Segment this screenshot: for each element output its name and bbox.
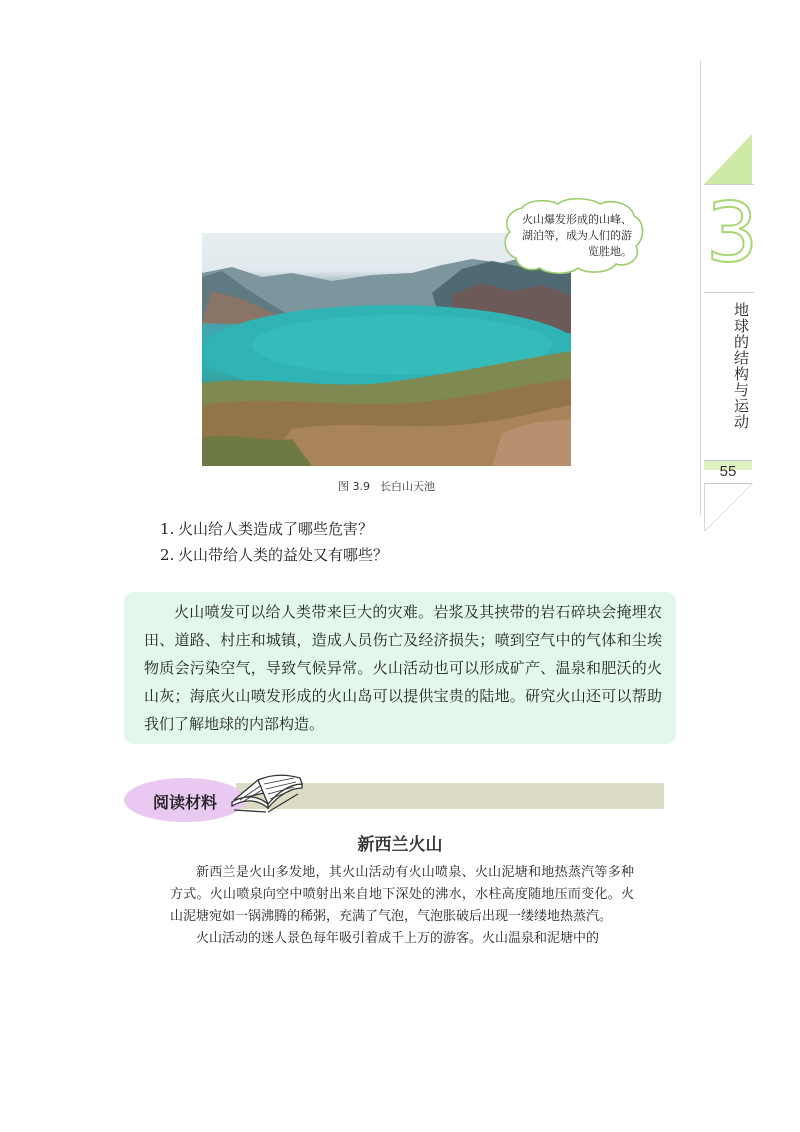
question-text: 火山给人类造成了哪些危害？ bbox=[178, 520, 374, 538]
figure-caption-text: 长白山天池 bbox=[380, 480, 435, 493]
chapter-title: 地球的结构与运动 bbox=[732, 302, 750, 430]
question-item bbox=[160, 542, 388, 568]
figure-caption bbox=[202, 478, 571, 494]
article-body bbox=[170, 862, 634, 950]
question-number: 2. bbox=[160, 546, 175, 564]
question-text: 火山带给人类的益处又有哪些？ bbox=[178, 546, 389, 564]
article-paragraph: 新西兰是火山多发地，其火山活动有火山喷泉、火山泥塘和地热蒸汽等多种方式。火山喷泉向空中喷射出来自地下深处的沸水，水柱高度随地压而变化。火山泥塘宛如一锅沸腾的稀粥，充满了气泡，气泡胀破后出现一缕缕地热蒸汽。 bbox=[170, 865, 634, 924]
figure-label: 图 3.9 bbox=[338, 480, 370, 493]
question-item bbox=[160, 516, 388, 542]
answer-text: 火山喷发可以给人类带来巨大的灾难。岩浆及其挟带的岩石碎块会掩埋农田、道路、村庄和城镇，造成人员伤亡及经济损失；喷到空气中的气体和尘埃物质会污染空气，导致气候异常。火山活动也可以形成矿产、温泉和肥沃的火山灰；海底火山喷发形成的火山岛可以提供宝贵的陆地。研究火山还可以帮助我们了解地球的内部构造。 bbox=[144, 603, 662, 733]
tab-rule-bottom bbox=[704, 292, 754, 293]
question-number: 1. bbox=[160, 520, 175, 538]
open-book-icon bbox=[228, 770, 306, 816]
tab-rule-top bbox=[704, 184, 754, 185]
article-title: 新西兰火山 bbox=[357, 835, 443, 855]
tab-triangle-decoration bbox=[704, 134, 752, 184]
chapter-side-tab bbox=[700, 60, 800, 540]
reading-label: 阅读材料 bbox=[152, 793, 217, 812]
tab-divider-line bbox=[700, 60, 701, 515]
question-list bbox=[160, 516, 388, 568]
tab-notch-decoration bbox=[704, 483, 753, 531]
chapter-number: 3 bbox=[706, 186, 759, 281]
article-paragraph: 火山活动的迷人景色每年吸引着成千上万的游客。火山温泉和泥塘中的 bbox=[196, 931, 600, 946]
page-number: 55 bbox=[719, 463, 737, 480]
bubble-text: 火山爆发形成的山峰、湖泊等，成为人们的游览胜地。 bbox=[522, 213, 632, 258]
